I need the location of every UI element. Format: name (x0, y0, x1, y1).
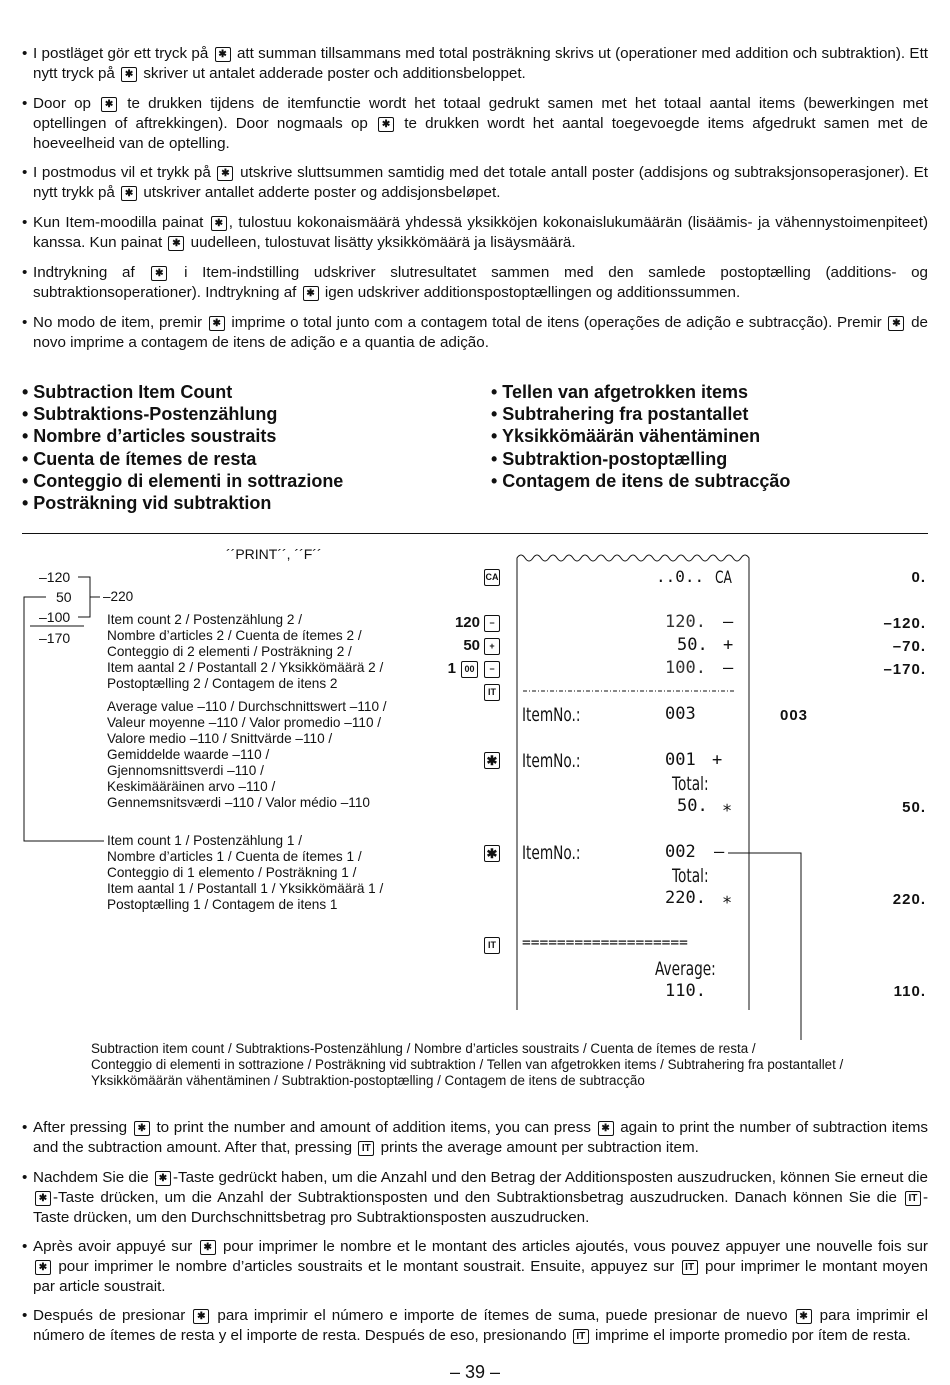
star-key-icon: ✱ (888, 316, 904, 331)
paragraph-text: Indtrykning af ✱ i Item-indstilling udskriver slutresultatet sammen med den samlede postoptælling (additions- og subtraktionsoperationer). Indtrykning af ✱ igen udskriver additionspostoptællingen og additionssummen. (33, 264, 928, 301)
calc-result: –170 (39, 630, 71, 646)
total-star-key[interactable]: ✱ (484, 752, 500, 769)
item-key-icon: IT (682, 1260, 698, 1275)
note-line: Postoptælling 2 / Contagem de itens 2 (107, 676, 338, 691)
item-key[interactable]: IT (484, 684, 500, 701)
star-key-icon: ✱ (598, 1121, 614, 1136)
tape-sign: – (714, 842, 725, 862)
star-key-icon: ✱ (151, 266, 167, 281)
minus-key[interactable]: − (484, 615, 500, 632)
tape-separator: =================== (522, 935, 688, 951)
tape-item-count: 002 (665, 842, 696, 862)
caption-line: Conteggio di elementi in sottrazione / Posträkning vid subtraktion / Tellen van afgetrokken items / Subtrahering fra postantallet / (91, 1057, 844, 1072)
item-key[interactable]: IT (484, 937, 500, 954)
section-headings-right (491, 381, 790, 492)
tape-average-label: Average: (655, 958, 716, 980)
display-value: 0. (911, 569, 926, 586)
star-key-icon: ✱ (155, 1171, 171, 1186)
heading: • Tellen van afgetrokken items (491, 382, 749, 402)
bullet: • (22, 1307, 28, 1324)
print-mode-label: ´´PRINT´´, ´´F´´ (226, 546, 322, 562)
star-key-icon: ✱ (121, 67, 137, 82)
star-key-icon: ✱ (796, 1309, 812, 1324)
note-line: Gemiddelde waarde –110 / (107, 747, 270, 762)
note-line: Nombre d’articles 2 / Cuenta de ítemes 2 / (107, 628, 362, 643)
note-item-count-2 (107, 612, 383, 692)
star-key-icon: ✱ (378, 117, 394, 132)
heading: • Posträkning vid subtraktion (22, 493, 272, 514)
note-line: Postoptælling 1 / Contagem de itens 1 (107, 897, 338, 912)
star-key-icon: ✱ (209, 316, 225, 331)
display-value: –170. (883, 661, 926, 678)
instruction-paragraph (22, 263, 928, 303)
star-key-icon: ✱ (215, 47, 231, 62)
tape-sign: + (723, 635, 734, 655)
star-key-icon: ✱ (101, 97, 117, 112)
paragraph-text: Kun Item-moodilla painat ✱ , tulostuu kokonaismäärä yhdessä yksikköjen kokonaislukumäärän (lisäämis- ja vähennystoimenpiteet) kanssa. Kun painat ✱ uudelleen, tulostuvat lisätty yksikkömäärä ja lisäysmäärä. (33, 214, 929, 251)
tape-sign: – (723, 612, 734, 632)
display-value: 50. (902, 799, 926, 816)
tape-ca-line: ..0.. (656, 567, 705, 586)
bullet: • (22, 314, 28, 331)
instruction-paragraph (22, 213, 928, 253)
caption-line: Subtraction item count / Subtraktions-Postenzählung / Nombre d’articles soustraits / Cuenta de ítemes de resta / (91, 1041, 756, 1056)
note-line: Nombre d’articles 1 / Cuenta de ítemes 1 / (107, 849, 362, 864)
bullet: • (22, 164, 28, 181)
page-number: – 39 – (449, 1362, 501, 1382)
heading: • Conteggio di elementi in sottrazione (22, 470, 344, 491)
paragraph-text: Después de presionar ✱ para imprimir el número e importe de ítemes de suma, puede presionar de nuevo ✱ para imprimir el número de ítemes de resta y el importe de resta. Después de eso, presionando IT imprime el importe promedio por ítem de resta. (33, 1307, 928, 1344)
note-line: Gennemsnitsværdi –110 / Valor médio –110 (107, 795, 370, 810)
heading: • Subtrahering fra postantallet (491, 404, 749, 425)
note-line: Conteggio di 1 elemento / Posträkning 1 / (107, 865, 357, 880)
star-key-icon: ✱ (217, 166, 233, 181)
tape-itemno-label: ItemNo.: (522, 704, 581, 726)
tape-entry: 50. (677, 635, 708, 655)
caption-line: Yksikkömäärän vähentäminen / Subtraktion-postoptælling / Contagem de itens de subtracção (91, 1073, 645, 1088)
star-key-icon: ✱ (303, 286, 319, 301)
clear-all-key[interactable]: CA (484, 569, 500, 586)
instruction-paragraph (22, 1237, 928, 1297)
instruction-paragraph (22, 1306, 928, 1346)
minus-key[interactable]: − (484, 661, 500, 678)
star-key-icon: ✱ (200, 1240, 216, 1255)
instruction-paragraph (22, 163, 928, 203)
tape-average: 110. (665, 981, 706, 1001)
instruction-paragraph (22, 94, 928, 154)
tape-entry: 120. (665, 612, 706, 632)
tape-total: 50. (677, 796, 708, 816)
plus-key[interactable]: + (484, 638, 500, 655)
tape-total-label: Total: (672, 865, 709, 887)
star-key-icon: ✱ (211, 216, 227, 231)
instruction-paragraph (22, 1168, 928, 1228)
star-key-icon: ✱ (193, 1309, 209, 1324)
key-input-value: 1 (447, 660, 456, 677)
key-input-value: 50 (463, 637, 480, 654)
tape-itemno-label: ItemNo.: (522, 750, 581, 772)
note-line: Item count 1 / Postenzählung 1 / (107, 833, 302, 848)
tape-sign: – (723, 658, 734, 678)
total-star-key[interactable]: ✱ (484, 845, 500, 862)
note-line: Keskimääräinen arvo –110 / (107, 779, 276, 794)
heading: • Cuenta de ítemes de resta (22, 448, 257, 469)
heading: • Nombre d’articles soustraits (22, 426, 277, 447)
display-value: 110. (893, 983, 926, 1000)
note-line: Conteggio di 2 elementi / Posträkning 2 / (107, 644, 352, 659)
star-key-icon: ✱ (121, 186, 137, 201)
tape-ca-symbol: CA (715, 568, 732, 588)
heading: • Contagem de itens de subtracção (491, 470, 791, 491)
display-value: 220. (892, 891, 926, 908)
section-headings-left (22, 381, 343, 514)
section-divider (22, 533, 928, 534)
tape-total-label: Total: (672, 773, 709, 795)
note-line: Item count 2 / Postenzählung 2 / (107, 612, 302, 627)
bullet: • (22, 1119, 28, 1136)
key-input-value: 120 (454, 614, 480, 631)
bullet: • (22, 1169, 28, 1186)
star-key-icon: ✱ (35, 1191, 51, 1206)
display-item-count: 003 (780, 707, 809, 724)
calc-value: 50 (56, 589, 72, 605)
heading: • Subtraktions-Postenzählung (22, 404, 278, 425)
bullet: • (22, 95, 28, 112)
note-item-count-1 (107, 833, 383, 913)
paragraph-text: I postmodus vil et trykk på ✱ utskrive sluttsummen samtidig med det totale antall poster (addisjons og subtraksjonsoperasjoner). Et nytt trykk på ✱ utskriver antallet adderte poster og addisjonsbeløpet. (33, 164, 928, 201)
bullet: • (22, 264, 28, 281)
note-line: Item aantal 1 / Postantall 1 / Yksikkömäärä 1 / (107, 881, 384, 896)
calc-value: –100 (39, 609, 71, 625)
star-key-icon: ✱ (134, 1121, 150, 1136)
note-line: Average value –110 / Durchschnittswert –110 / (107, 699, 387, 714)
item-key-icon: IT (358, 1141, 374, 1156)
note-line: Item aantal 2 / Postantall 2 / Yksikkömäärä 2 / (107, 660, 384, 675)
tape-item-count: 003 (665, 704, 696, 724)
item-key-icon: IT (573, 1329, 589, 1344)
calc-total: –220 (103, 589, 134, 604)
star-key-icon: ✱ (168, 236, 184, 251)
tape-itemno-label: ItemNo.: (522, 842, 581, 864)
tape-total-mark: ∗ (722, 798, 733, 818)
bullet: • (22, 1238, 28, 1255)
bullet: • (22, 214, 28, 231)
tape-total: 220. (665, 888, 706, 908)
paragraph-text: Door op ✱ te drukken tijdens de itemfunctie wordt het totaal gedrukt samen met het totaal aantal items (bewerkingen met optellingen of aftrekkingen). Door nogmaals op ✱ te drukken wordt het aantal toegevoegde items afgedrukt samen met de hoeveelheid van de optelling. (33, 95, 928, 152)
display-value: –70. (892, 638, 926, 655)
tape-item-count: 001 (665, 750, 696, 770)
tape-entry: 100. (665, 658, 706, 678)
caption-leader-line (720, 845, 810, 1045)
paragraph-text: I postläget gör ett tryck på ✱ att summan tillsammans med total posträkning skrivs ut (operationer med addition och subtraktion). Ett nytt tryck på ✱ skriver ut antalet adderade poster och additionsbeloppet. (33, 45, 929, 82)
heading: • Yksikkömäärän vähentäminen (491, 426, 761, 447)
diagram-caption (91, 1041, 843, 1089)
double-zero-key[interactable]: 00 (461, 661, 478, 678)
paragraph-text: After pressing ✱ to print the number and amount of addition items, you can press ✱ again to print the number of subtraction items and the subtraction amount. After that, pressing IT prints the average amount per subtraction item. (33, 1119, 929, 1156)
tape-total-mark: ∗ (722, 890, 733, 910)
display-value: –120. (883, 615, 926, 632)
calc-value: –120 (39, 569, 71, 585)
note-line: Gjennomsnittsverdi –110 / (107, 763, 264, 778)
star-key-icon: ✱ (35, 1260, 51, 1275)
note-line: Valore medio –110 / Snittvärde –110 / (107, 731, 333, 746)
bullet: • (22, 45, 28, 62)
item-key-icon: IT (905, 1191, 921, 1206)
paragraph-text: Après avoir appuyé sur ✱ pour imprimer le nombre et le montant des articles ajoutés, vous pouvez appuyer une nouvelle fois sur ✱ pour imprimer le nombre d’articles soustraits et le montant soustrait. Ensuite, appuyez sur IT pour imprimer le montant moyen par article soustrait. (33, 1238, 928, 1295)
heading: • Subtraktion-postoptælling (491, 448, 728, 469)
instruction-paragraph (22, 1118, 928, 1158)
heading: • Subtraction Item Count (22, 382, 233, 402)
note-line: Valeur moyenne –110 / Valor promedio –110 / (107, 715, 382, 730)
paragraph-text: Nachdem Sie die ✱ -Taste gedrückt haben, um die Anzahl und den Betrag der Additionsposten auszudrucken, können Sie erneut die ✱ -Taste drücken, um die Anzahl der Subtraktionsposten und den Subtraktionsbetrag auszudrucken. Danach können Sie die IT -Taste drücken, um den Durchschnittsbetrag pro Subtraktionsposten auszudrucken. (33, 1169, 928, 1226)
instruction-paragraph (22, 313, 928, 353)
note-average (107, 699, 387, 811)
instruction-paragraph (22, 44, 928, 84)
tape-sign: + (712, 750, 723, 770)
paragraph-text: No modo de item, premir ✱ imprime o total junto com a contagem total de itens (operações de adição e subtracção). Premir ✱ de novo imprime a contagem de itens de adição e a quantia de adição. (33, 314, 928, 351)
